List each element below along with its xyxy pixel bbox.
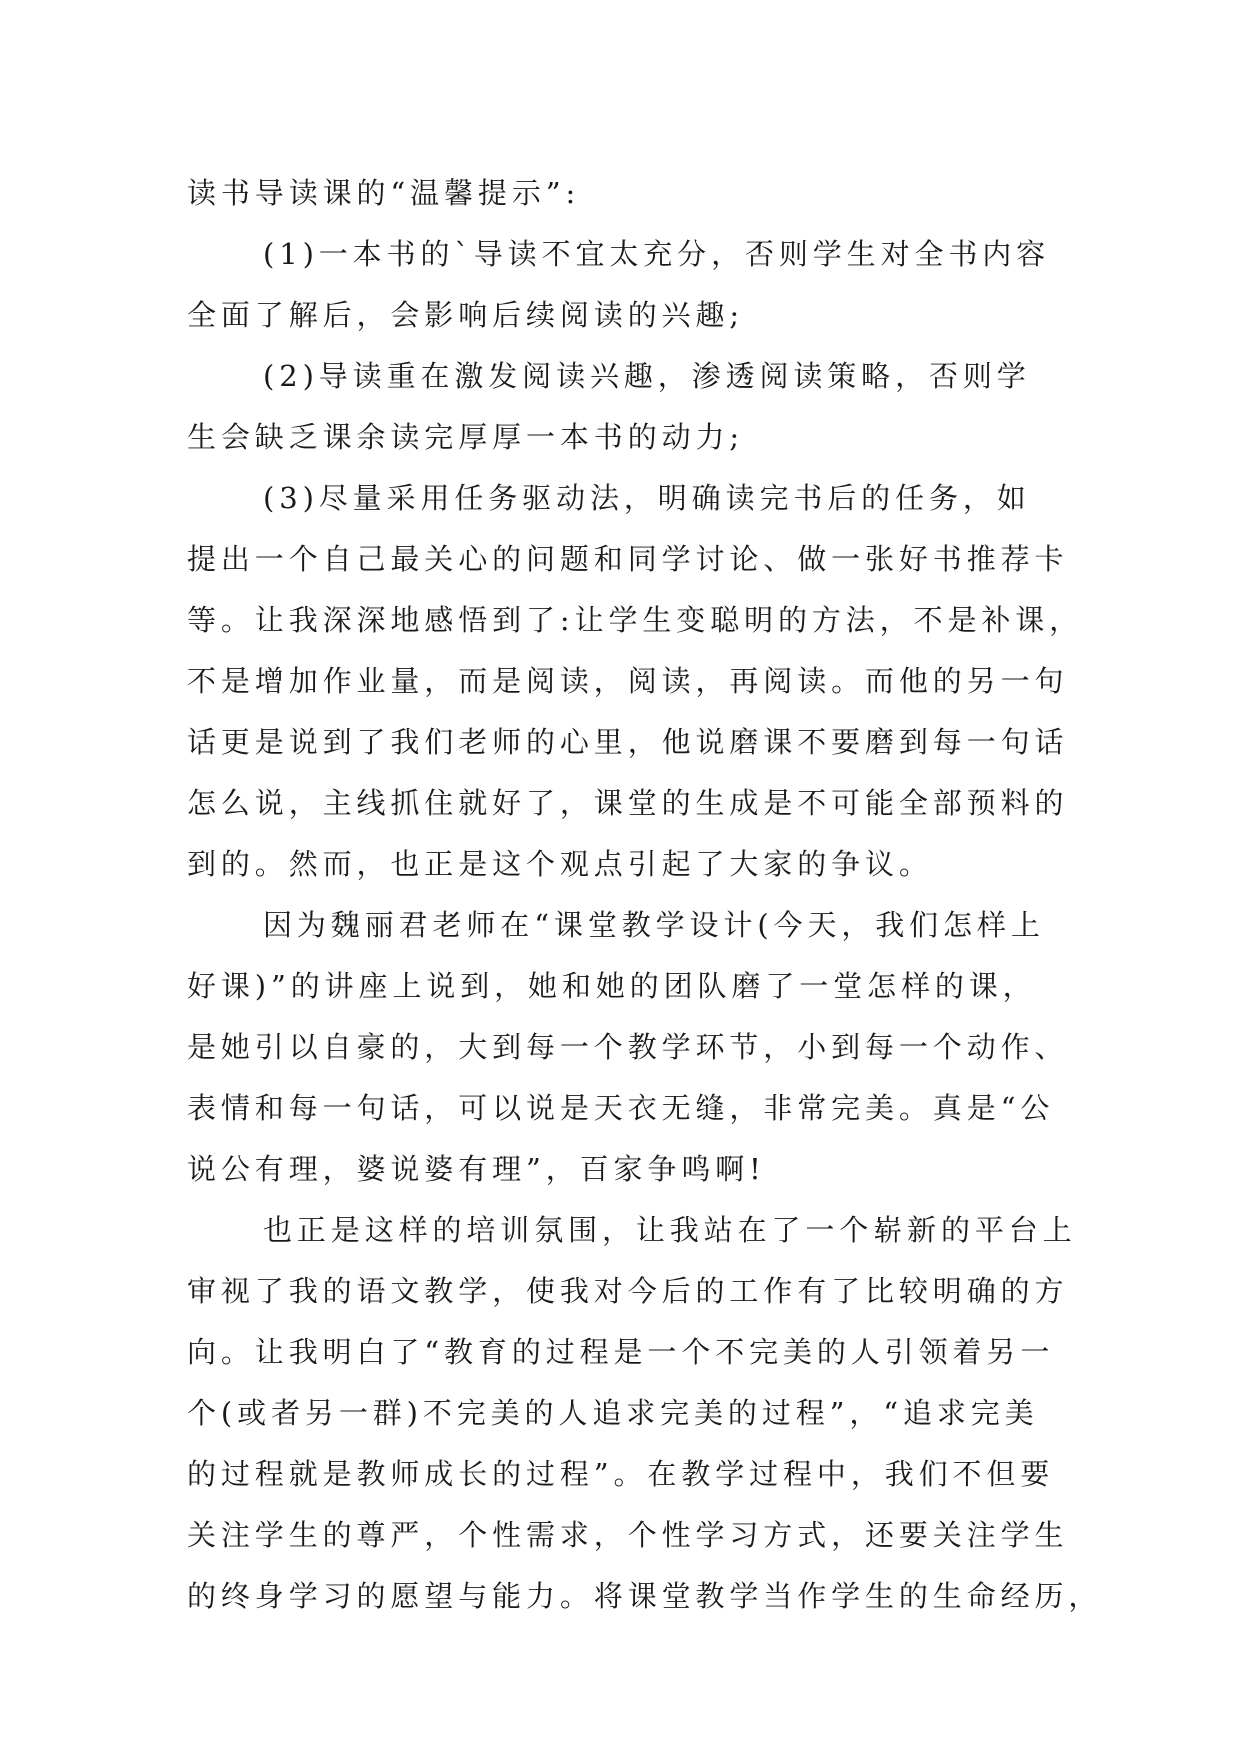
text-line: 提出一个自己最关心的问题和同学讨论、做一张好书推荐卡: [187, 542, 1069, 576]
text-line: 好课)”的讲座上说到，她和她的团队磨了一堂怎样的课，: [187, 969, 1037, 1003]
text-line: 全面了解后，会影响后续阅读的兴趣;: [187, 298, 745, 332]
text-line: 到的。然而，也正是这个观点引起了大家的争议。: [187, 847, 933, 881]
text-line: 生会缺乏课余读完厚厚一本书的动力;: [187, 420, 745, 454]
text-line: 是她引以自豪的，大到每一个教学环节，小到每一个动作、: [187, 1030, 1069, 1064]
text-line: 表情和每一句话，可以说是天衣无缝，非常完美。真是“公: [187, 1091, 1055, 1125]
text-line: (3)尽量采用任务驱动法，明确读完书后的任务，如: [263, 481, 1031, 515]
text-line: 读书导读课的“温馨提示”:: [187, 176, 581, 210]
text-line: 因为魏丽君老师在“课堂教学设计(今天，我们怎样上: [263, 908, 1045, 942]
text-line: 说公有理，婆说婆有理”，百家争鸣啊!: [187, 1152, 766, 1186]
text-line: (2)导读重在激发阅读兴趣，渗透阅读策略，否则学: [263, 359, 1031, 393]
body-text: [187, 163, 1103, 1627]
text-line: 个(或者另一群)不完美的人追求完美的过程”，“追求完美: [187, 1396, 1039, 1430]
text-line: 也正是这样的培训氛围，让我站在了一个崭新的平台上: [263, 1213, 1077, 1247]
text-line: 向。让我明白了“教育的过程是一个不完美的人引领着另一: [187, 1335, 1055, 1369]
text-line: 怎么说，主线抓住就好了，课堂的生成是不可能全部预料的: [187, 786, 1069, 820]
text-line: 等。让我深深地感悟到了:让学生变聪明的方法，不是补课，: [187, 603, 1084, 637]
text-line: 关注学生的尊严，个性需求，个性学习方式，还要关注学生: [187, 1518, 1069, 1552]
text-line: (1)一本书的`导读不宜太充分，否则学生对全书内容: [263, 237, 1051, 271]
text-line: 的过程就是教师成长的过程”。在教学过程中，我们不但要: [187, 1457, 1055, 1491]
text-line: 的终身学习的愿望与能力。将课堂教学当作学生的生命经历，: [187, 1579, 1103, 1613]
text-line: 话更是说到了我们老师的心里，他说磨课不要磨到每一句话: [187, 725, 1069, 759]
text-line: 审视了我的语文教学，使我对今后的工作有了比较明确的方: [187, 1274, 1069, 1308]
text-line: 不是增加作业量，而是阅读，阅读，再阅读。而他的另一句: [187, 664, 1069, 698]
